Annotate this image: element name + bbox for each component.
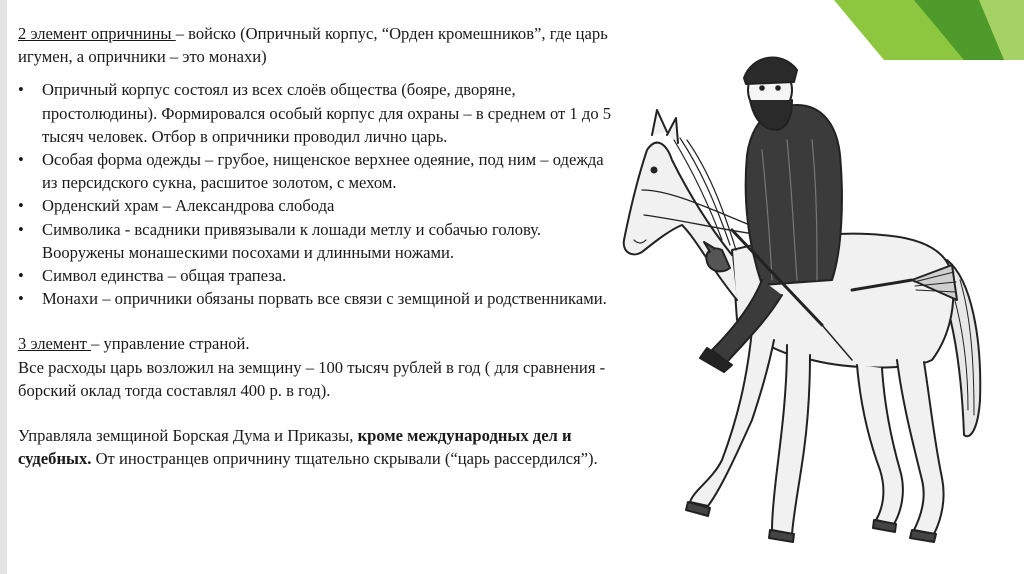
bullet-item (18, 148, 618, 194)
closing-part-2: От иностранцев опричнину тщательно скрывали (“царь рассердился”). (91, 449, 598, 469)
section-2-heading-underlined: 2 элемент опричнины (18, 24, 176, 43)
left-border-strip (0, 0, 7, 574)
section-3-heading-underlined: 3 элемент (18, 334, 92, 354)
slide-text (18, 22, 618, 470)
bullet-marker: • (18, 80, 24, 100)
bullet-text: Символ единства – общая трапеза. (42, 266, 287, 286)
bullet-text: Символика - всадники привязывали к лошади метлу и собачью голову. Вооружены монашескими посохами и длинными ножами. (42, 219, 542, 262)
closing-bold: кроме международных дел и судебных. (18, 426, 572, 469)
bullet-marker: • (18, 196, 24, 216)
bullet-text: Особая форма одежды – грубое, нищенское верхнее одеяние, под ним – одежда из персидского сукна, расшитое золотом, с мехом. (42, 150, 604, 193)
bullet-marker: • (18, 219, 24, 239)
bullet-item (18, 194, 618, 217)
bullet-item (18, 287, 618, 310)
section-2-heading-rest: – войско (Опричный корпус, “Орден кромешников”, где царь игумен, а опричники – это монахи) (18, 24, 608, 67)
section-3-expenses: Все расходы царь возложил на земщину – 100 тысяч рублей в год ( для сравнения - борский оклад тогда составлял 400 р. в год). (18, 357, 606, 400)
bullet-marker: • (18, 150, 24, 170)
bullet-item (18, 264, 618, 287)
section-3-heading-rest: – управление страной. (91, 334, 250, 354)
bullet-text: Монахи – опричники обязаны порвать все связи с земщиной и родственниками. (42, 289, 607, 309)
bullet-item (18, 218, 618, 264)
section-3-heading (18, 332, 618, 355)
closing-paragraph (18, 424, 618, 470)
bullet-text: Орденский храм – Александрова слобода (42, 196, 335, 216)
horseman-illustration (612, 40, 1018, 574)
closing-part-1: Управляла земщиной Борская Дума и Приказы, (18, 426, 358, 446)
bullet-marker: • (18, 289, 24, 309)
bullet-item (18, 78, 618, 148)
bullet-list (18, 78, 618, 310)
bullet-marker: • (18, 266, 24, 286)
section-2-heading (18, 22, 618, 68)
bullet-text: Опричный корпус состоял из всех слоёв общества (бояре, дворяне, простолюдины). Формировался особый корпус для охраны – в среднем от 1 до 5 тысяч человек. Отбор в опричники проводил лично царь. (42, 80, 612, 146)
